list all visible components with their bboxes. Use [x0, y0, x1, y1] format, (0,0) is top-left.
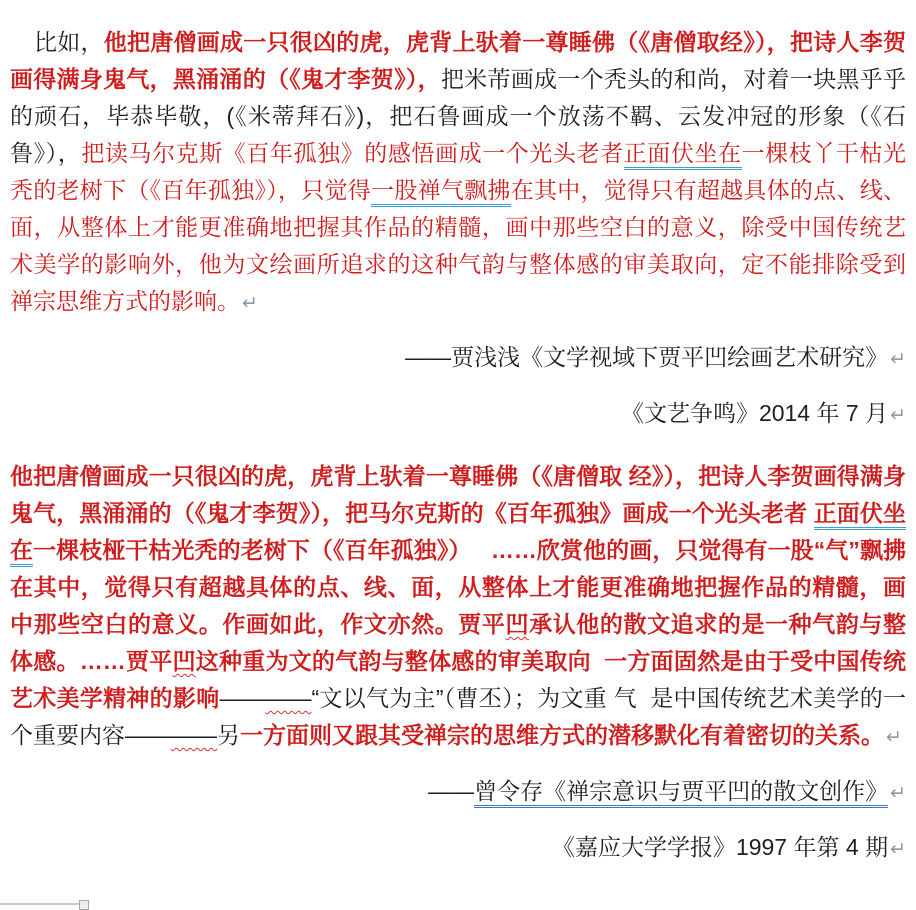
paragraph-mark-icon: ↵ — [890, 783, 906, 804]
source-4 — [10, 829, 906, 868]
text-run: —— — [265, 685, 312, 711]
text-run: 一股禅气飘拂 — [371, 177, 511, 207]
paragraph-mark-icon: ↵ — [890, 349, 906, 370]
text-run: 正面伏坐在 — [10, 500, 906, 567]
source-3 — [10, 773, 906, 812]
table-edge-line — [0, 903, 86, 905]
paragraph-mark-icon: ↵ — [890, 405, 906, 426]
paragraph-mark-icon: ↵ — [890, 839, 906, 860]
text-run: 比如， — [34, 29, 104, 55]
text-run: 一棵枝桠干枯光秃的老树下（《百年孤独》） ……欣赏他的画，只觉得有一股“气”飘拂在其中，觉得只有超越具体的点、线、面，从整体上才能更准确地把握作品的精髓，画中那些空白的意义。作画如此，作文亦然。贾平 — [10, 537, 907, 637]
text-run: 在其中，觉得只有超越具体的点、线、面，从整体上才能更准确地把握其作品的精髓，画中那些空白的意义，除受中国传统艺术美学的影响外，他为文绘画所追求的这种气韵与整体感的审美取向，定不能排除受到禅宗思维方式的影响。 — [10, 177, 907, 314]
source-2 — [10, 395, 906, 434]
text-run: 曾令存《禅宗意识与贾平凹的散文创作》 — [474, 778, 888, 808]
text-run: 正面伏坐在 — [624, 140, 742, 170]
resize-handle[interactable] — [79, 900, 89, 910]
text-run: 《文艺争鸣》2014 年 7 月 — [620, 400, 889, 426]
quote-paragraph-1 — [10, 24, 906, 322]
text-run: 凹 — [505, 611, 530, 637]
text-run: —— — [219, 685, 266, 711]
source-1 — [10, 339, 906, 378]
text-run: —— — [428, 778, 475, 804]
paragraph-mark-icon: ↵ — [242, 293, 258, 314]
text-run: 把米芾画成一个秃头的和尚，对着一块黑乎乎的顽石，毕恭毕敬，(《米蒂拜石》)，把石鲁画成一个放荡不羁、云发冲冠的形象（《石鲁》）， — [10, 66, 907, 166]
quote-paragraph-2 — [10, 458, 906, 756]
text-run: “文以气为主”（曹丕）；为文重 气 是中国传统艺术美学的一个重要内容—— — [10, 685, 907, 748]
text-run: ——贾浅浅《文学视域下贾平凹绘画艺术研究》 — [405, 344, 889, 370]
text-run: 另 — [217, 722, 240, 748]
text-run: —— — [171, 722, 217, 748]
text-run: 他把唐僧画成一只很凶的虎，虎背上驮着一尊睡佛（《唐僧取 经》），把诗人李贺画得满身鬼气，黑涌涌的（《鬼才李贺》），把马尔克斯的《百年孤独》画成一个光头老者 — [10, 463, 906, 526]
text-run: 凹 — [172, 648, 196, 674]
paragraph-mark-icon: ↵ — [886, 727, 902, 748]
text-run: 《嘉应大学学报》1997 年第 4 期 — [551, 834, 889, 860]
text-run: 他把唐僧画成一只很凶的虎，虎背上驮着一尊睡佛（《唐僧取经》），把诗人李贺画得满身鬼气，黑涌涌的（《鬼才李贺》）， — [10, 29, 906, 92]
text-run: 承认他的散文追求的是一种气韵与整体感。……贾平 — [10, 611, 907, 674]
text-run: 一方面则又跟其受禅宗的思维方式的潜移默化有着密切的关系。 — [240, 722, 884, 748]
text-run: 这种重为文的气韵与整体感的审美取向 一方面固然是由于受中国传统艺术美学精神的影响 — [10, 648, 907, 711]
text-run: 把读马尔克斯《百年孤独》的感悟画成一个光头老者 — [81, 140, 624, 166]
text-run: 一棵枝丫干枯光秃的老树下（《百年孤独》），只觉得 — [10, 140, 907, 203]
